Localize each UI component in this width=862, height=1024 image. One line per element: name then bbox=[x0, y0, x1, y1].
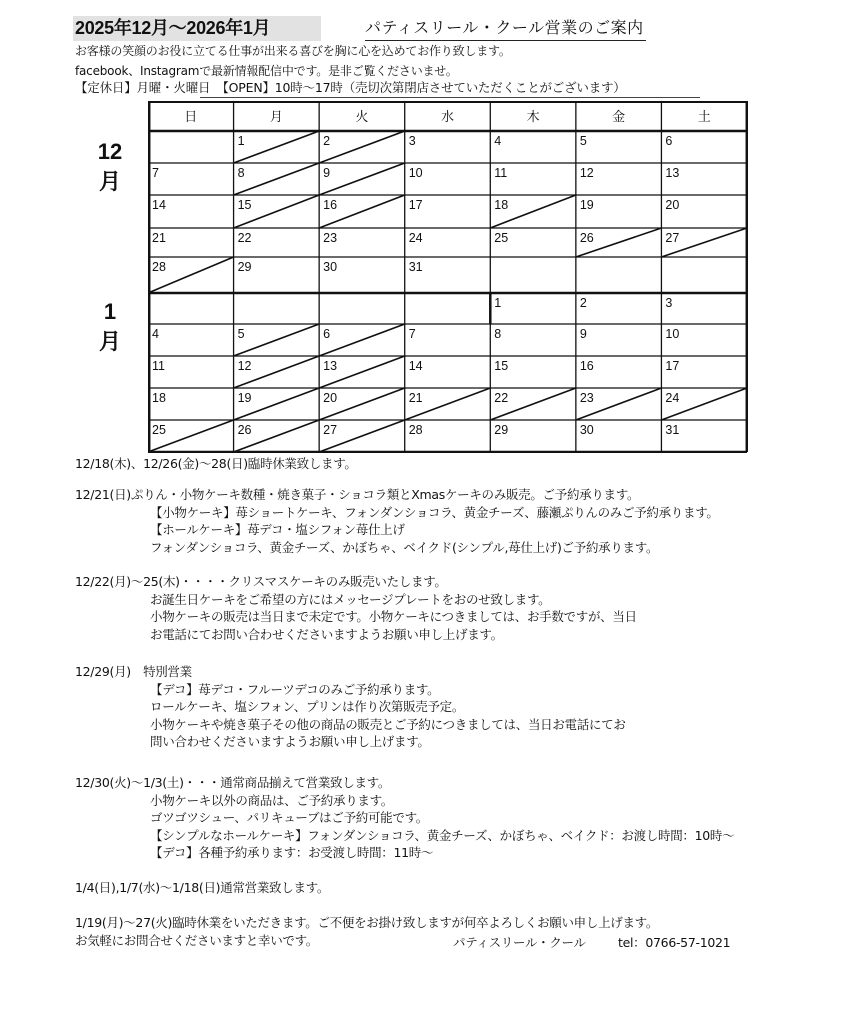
day-number: 17 bbox=[665, 359, 680, 373]
month-unit: 月 bbox=[98, 329, 121, 354]
notice-detail: お気軽にお問合せくださいますと幸いです。 bbox=[75, 932, 319, 948]
weekday-header: 月 bbox=[269, 109, 283, 124]
day-number: 28 bbox=[408, 423, 423, 437]
day-number: 27 bbox=[665, 231, 680, 245]
notice-detail: ロールケーキ、塩シフォン、プリンは作り次第販売予定。 bbox=[150, 699, 465, 714]
day-number: 16 bbox=[323, 198, 338, 212]
day-number: 11 bbox=[494, 166, 508, 180]
notice-heading: 1/19(月)～27(火)臨時休業をいただきます。ご不便をお掛け致しますが何卒よろしくお願い申し上げます。 bbox=[75, 915, 659, 930]
day-number: 2 bbox=[579, 296, 587, 310]
closed-day-slash bbox=[234, 163, 320, 195]
day-number: 7 bbox=[152, 166, 159, 180]
day-number: 10 bbox=[408, 166, 423, 180]
notice-detail: 【デコ】各種予約承ります：お受渡し時間：11時～ bbox=[150, 845, 434, 860]
day-number: 1 bbox=[494, 296, 502, 310]
day-number: 24 bbox=[665, 391, 680, 405]
day-number: 25 bbox=[494, 231, 509, 245]
day-number: 13 bbox=[323, 359, 338, 373]
day-number: 27 bbox=[323, 423, 338, 437]
day-number: 22 bbox=[237, 231, 252, 245]
day-number: 10 bbox=[665, 327, 680, 341]
weekday-header: 火 bbox=[355, 109, 369, 124]
day-number: 29 bbox=[237, 260, 252, 274]
notice-detail: お電話にてお問い合わせくださいますようお願い申し上げます。 bbox=[150, 626, 503, 642]
month-unit: 月 bbox=[98, 169, 121, 194]
day-number: 15 bbox=[237, 198, 252, 212]
day-number: 4 bbox=[152, 327, 159, 341]
notice-detail: 【ホールケーキ】苺デコ・塩シフォン苺仕上げ bbox=[150, 522, 405, 537]
day-number: 6 bbox=[665, 134, 673, 148]
day-number: 5 bbox=[237, 327, 245, 341]
day-number: 31 bbox=[665, 423, 680, 437]
footer-shop-name: パティスリール・クール bbox=[453, 935, 586, 950]
day-number: 23 bbox=[579, 391, 594, 405]
weekday-header: 金 bbox=[612, 109, 626, 124]
notice-detail: ゴツゴツシュー、パリキューブはご予約可能です。 bbox=[150, 810, 428, 825]
calendar-period-title: 2025年12月～2026年1月 bbox=[73, 16, 321, 41]
month-number: 1 bbox=[103, 299, 117, 324]
footer-tel: tel：0766-57-1021 bbox=[618, 935, 731, 950]
notice-heading: 12/29(月) 特別営業 bbox=[75, 664, 192, 679]
day-number: 26 bbox=[579, 231, 594, 245]
day-number: 20 bbox=[323, 391, 338, 405]
day-number: 19 bbox=[579, 198, 594, 212]
day-number: 9 bbox=[579, 327, 587, 341]
notice-heading: 12/21(日)ぷりん・小物ケーキ数種・焼き菓子・ショコラ類とXmasケーキのみ販売。ご予約承ります。 bbox=[75, 487, 640, 502]
day-number: 5 bbox=[579, 134, 587, 148]
day-number: 18 bbox=[152, 391, 166, 405]
notice-heading: 12/22(月)～25(木)・・・・クリスマスケーキのみ販売いたします。 bbox=[75, 574, 447, 589]
day-number: 15 bbox=[494, 359, 509, 373]
day-number: 16 bbox=[579, 359, 594, 373]
day-number: 8 bbox=[494, 327, 502, 341]
day-number: 31 bbox=[408, 260, 423, 274]
notice-detail: お誕生日ケーキをご希望の方にはメッセージプレートをおのせ致します。 bbox=[150, 591, 551, 607]
day-number: 29 bbox=[494, 423, 509, 437]
day-number: 28 bbox=[152, 260, 166, 274]
day-number: 13 bbox=[665, 166, 680, 180]
intro-line: お客様の笑顔のお役に立てる仕事が出来る喜びを胸に心を込めてお作り致します。 bbox=[75, 44, 511, 58]
calendar-grid bbox=[148, 101, 748, 453]
day-number: 19 bbox=[237, 391, 252, 405]
notice-detail: 【デコ】苺デコ・フルーツデコのみご予約承ります。 bbox=[150, 681, 440, 697]
day-number: 25 bbox=[152, 423, 166, 437]
day-number: 3 bbox=[665, 296, 673, 310]
closed-day-slash bbox=[319, 163, 405, 195]
day-number: 14 bbox=[152, 198, 166, 212]
day-number: 26 bbox=[237, 423, 252, 437]
day-number: 23 bbox=[323, 231, 338, 245]
day-number: 11 bbox=[152, 359, 165, 373]
weekday-header: 日 bbox=[184, 109, 198, 124]
closed-day-slash bbox=[319, 131, 405, 163]
day-number: 8 bbox=[237, 166, 245, 180]
day-number: 12 bbox=[579, 166, 594, 180]
shop-heading: パティスリール・クール営業のご案内 bbox=[365, 16, 646, 41]
day-number: 9 bbox=[323, 166, 331, 180]
notice-heading: 12/18(木)、12/26(金)～28(日)臨時休業致します。 bbox=[75, 456, 357, 471]
day-number: 30 bbox=[579, 423, 594, 437]
month-label-january bbox=[90, 297, 130, 357]
day-number: 21 bbox=[152, 231, 166, 245]
day-number: 12 bbox=[237, 359, 252, 373]
divider bbox=[200, 97, 700, 98]
day-number: 14 bbox=[408, 359, 423, 373]
day-number: 7 bbox=[408, 327, 416, 341]
month-number: 12 bbox=[97, 139, 123, 164]
closed-day-slash bbox=[234, 131, 320, 163]
day-number: 30 bbox=[323, 260, 338, 274]
notice-heading: 12/30(火)～1/3(土)・・・通常商品揃えて営業致します。 bbox=[75, 775, 391, 790]
day-number: 17 bbox=[408, 198, 423, 212]
day-number: 1 bbox=[237, 134, 245, 148]
closed-day-slash bbox=[319, 324, 405, 356]
closed-day-slash bbox=[234, 324, 320, 356]
day-number: 3 bbox=[408, 134, 416, 148]
day-number: 4 bbox=[494, 134, 502, 148]
day-number: 20 bbox=[665, 198, 680, 212]
weekday-header: 土 bbox=[697, 109, 711, 124]
notice-detail: フォンダンショコラ、黄金チーズ、かぼちゃ、ベイクド(シンプル,苺仕上げ)ご予約承ります。 bbox=[150, 539, 659, 555]
day-number: 6 bbox=[323, 327, 331, 341]
weekday-header: 水 bbox=[440, 109, 455, 124]
weekday-header: 木 bbox=[526, 109, 540, 124]
business-hours: 【定休日】月曜・火曜日 【OPEN】10時～17時（売切次第閉店させていただくことがございます） bbox=[75, 80, 626, 95]
notice-detail: 小物ケーキの販売は当日まで未定です。小物ケーキにつきましては、お手数ですが、当日 bbox=[150, 609, 637, 624]
business-calendar bbox=[148, 101, 748, 453]
day-number: 21 bbox=[408, 391, 423, 405]
notice-detail: 小物ケーキ以外の商品は、ご予約承ります。 bbox=[150, 792, 394, 808]
sns-info-line: facebook、Instagramで最新情報配信中です。是非ご覧くださいませ。 bbox=[75, 64, 458, 78]
month-label-december bbox=[90, 137, 130, 197]
day-number: 18 bbox=[494, 198, 509, 212]
notice-heading: 1/4(日),1/7(水)～1/18(日)通常営業致します。 bbox=[75, 880, 330, 895]
notice-detail: 問い合わせくださいますようお願い申し上げます。 bbox=[150, 734, 430, 749]
day-number: 24 bbox=[408, 231, 423, 245]
notice-detail: 小物ケーキや焼き菓子その他の商品の販売とご予約につきましては、当日お電話にてお bbox=[150, 716, 626, 732]
notice-detail: 【小物ケーキ】苺ショートケーキ、フォンダンショコラ、黄金チーズ、藤瀬ぷりんのみご予約承ります。 bbox=[150, 504, 719, 520]
notice-detail: 【シンプルなホールケーキ】フォンダンショコラ、黄金チーズ、かぼちゃ、ベイクド：お渡し時間：10時～ bbox=[150, 827, 735, 843]
day-number: 2 bbox=[323, 134, 331, 148]
day-number: 22 bbox=[494, 391, 509, 405]
